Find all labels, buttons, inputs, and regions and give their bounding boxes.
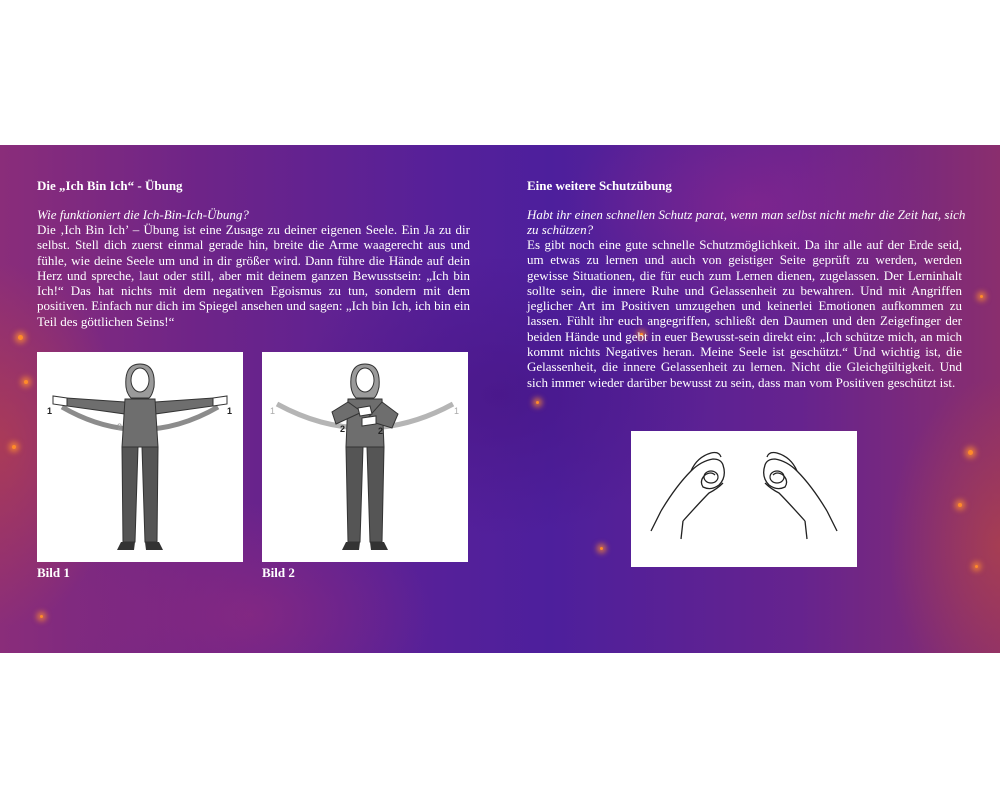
figure-2-caption: Bild 2 [262,565,295,580]
figure-2-label-right: 1 [454,406,460,416]
right-heading: Eine weitere Schutzübung [527,178,672,193]
figure-2-label-hand-left: 2 [340,424,346,434]
left-body: Die ‚Ich Bin Ich’ – Übung ist eine Zusage zu deiner eigenen Seele. Ein Ja zu dir selbst. Stell dich zuerst einmal gerade hin, breite die Arme waagerecht aus und fühle, wie deine Seele um und in dir größer wird. Dann führe die Hände auf dein Herz und spreche, laut oder still, aber mit deinem ganzen Bewusstsein: „Ich bin Ich!“ Das hat nichts mit dem negativen Egoismus zu tun, sondern mit dem positiven. Einfach nur dich im Spiegel ansehen und sagen: „Ich bin Ich, ich bin ein Teil des göttlichen Seins!“ [37,222,470,329]
left-question: Wie funktioniert die Ich-Bin-Ich-Übung? [37,207,249,222]
figure-1-label-left: 1 [47,406,53,416]
figure-1-label-center: 2 [117,422,123,432]
figure-1-caption: Bild 1 [37,565,70,580]
right-page [500,145,1000,653]
figure-2-illustration [262,352,468,562]
right-question: Habt ihr einen schnellen Schutz parat, wenn man selbst nicht mehr die Zeit hat, sich zu schützen? [527,207,966,237]
hands-mudra-illustration [631,431,857,567]
book-spread [0,145,1000,653]
figure-2-label-hand-right: 2 [378,426,384,436]
arms-outstretched-figure-icon [37,352,243,562]
figure-1-illustration [37,352,243,562]
figure-2-label-left: 1 [270,406,276,416]
left-heading: Die „Ich Bin Ich“ - Übung [37,178,183,193]
figure-1-label-right: 1 [227,406,233,416]
left-page [0,145,500,653]
thumb-index-hands-icon [631,431,857,567]
hands-on-heart-figure-icon [262,352,468,562]
right-body: Es gibt noch eine gute schnelle Schutzmöglichkeit. Da ihr alle auf der Erde seid, um etwas zu lernen und auch von geistiger Seite geprüft zu werden, werden gewisse Situationen, die für euch zum Lernen dienen, zugelassen. Der Lerninhalt sollte sein, die innere Ruhe und Gelassenheit zu bewahren. Und mit Angriffen jeglicher Art im Positiven umzugehen und keinerlei Emotionen aufkommen zu lassen. Fühlt ihr euch angegriffen, schließt den Daumen und den Zeigefinger der beiden Hände und gebt in euer Bewusst-sein direkt ein: „Ich schütze mich, an mich kommt nichts Negatives heran. Meine Seele ist geschützt.“ Und wichtig ist, die Gelassenheit, die innere Gelassenheit zu lernen. Nicht die Gleichgültigkeit. Und sich immer wieder darüber bewusst zu sein, dass man vom Positiven geschützt ist. [527,237,962,390]
